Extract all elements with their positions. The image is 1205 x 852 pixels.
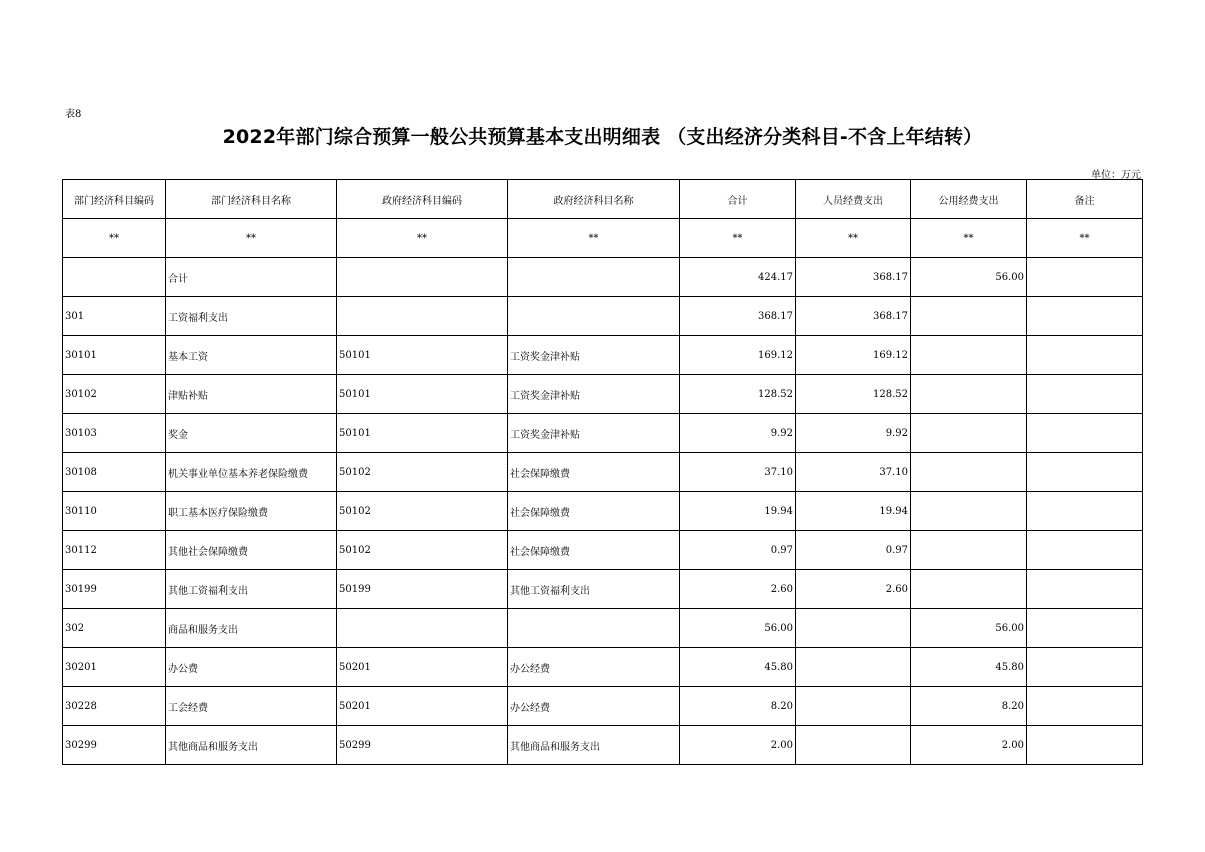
gov-name-cell [508, 609, 680, 648]
gov-code-cell: 50101 [337, 375, 508, 414]
total-label-cell: 合计 [166, 258, 337, 297]
gov-code-cell [337, 609, 508, 648]
total-gov-code-cell [337, 258, 508, 297]
column-header-public: 公用经费支出 [911, 180, 1027, 219]
column-header-dept-name: 部门经济科目名称 [166, 180, 337, 219]
personnel-cell: 128.52 [796, 375, 911, 414]
note-cell [1027, 570, 1143, 609]
dept-code-cell: 30108 [63, 453, 166, 492]
gov-name-cell [508, 297, 680, 336]
dept-name-cell: 其他商品和服务支出 [166, 726, 337, 765]
total-cell: 9.92 [680, 414, 796, 453]
note-cell [1027, 492, 1143, 531]
gov-name-cell: 其他商品和服务支出 [508, 726, 680, 765]
dept-name-cell: 职工基本医疗保险缴费 [166, 492, 337, 531]
table-row [63, 648, 1143, 687]
dept-code-cell: 30103 [63, 414, 166, 453]
budget-table [62, 179, 1143, 765]
gov-code-cell: 50201 [337, 687, 508, 726]
column-header-gov-code: 政府经济科目编码 [337, 180, 508, 219]
personnel-cell [796, 648, 911, 687]
note-cell [1027, 375, 1143, 414]
total-cell: 56.00 [680, 609, 796, 648]
total-note-cell [1027, 258, 1143, 297]
dept-name-cell: 其他工资福利支出 [166, 570, 337, 609]
table-row [63, 726, 1143, 765]
dept-name-cell: 基本工资 [166, 336, 337, 375]
gov-name-cell: 其他工资福利支出 [508, 570, 680, 609]
gov-name-cell: 工资奖金津补贴 [508, 375, 680, 414]
column-header-dept-code: 部门经济科目编码 [63, 180, 166, 219]
public-cell: 56.00 [911, 609, 1027, 648]
table-row [63, 336, 1143, 375]
note-cell [1027, 609, 1143, 648]
dept-name-cell: 工资福利支出 [166, 297, 337, 336]
gov-name-cell: 工资奖金津补贴 [508, 414, 680, 453]
total-cell: 45.80 [680, 648, 796, 687]
personnel-cell: 19.94 [796, 492, 911, 531]
gov-name-cell: 办公经费 [508, 648, 680, 687]
total-row [63, 258, 1143, 297]
column-header-personnel: 人员经费支出 [796, 180, 911, 219]
header-row [63, 180, 1143, 219]
personnel-cell [796, 687, 911, 726]
dept-code-cell: 30201 [63, 648, 166, 687]
public-cell: 2.00 [911, 726, 1027, 765]
personnel-cell: 0.97 [796, 531, 911, 570]
total-cell: 169.12 [680, 336, 796, 375]
marker-cell: ** [337, 219, 508, 258]
document-title: 2022年部门综合预算一般公共预算基本支出明细表 （支出经济分类科目-不含上年结转） [222, 126, 983, 148]
marker-cell: ** [796, 219, 911, 258]
dept-code-cell: 301 [63, 297, 166, 336]
dept-code-cell: 30228 [63, 687, 166, 726]
total-public-cell: 56.00 [911, 258, 1027, 297]
public-cell [911, 453, 1027, 492]
table-row [63, 570, 1143, 609]
gov-name-cell: 办公经费 [508, 687, 680, 726]
dept-code-cell: 30110 [63, 492, 166, 531]
personnel-cell: 169.12 [796, 336, 911, 375]
public-cell [911, 297, 1027, 336]
note-cell [1027, 414, 1143, 453]
table-row [63, 414, 1143, 453]
dept-code-cell: 30101 [63, 336, 166, 375]
total-cell: 37.10 [680, 453, 796, 492]
table-row [63, 375, 1143, 414]
dept-code-cell: 302 [63, 609, 166, 648]
table-row [63, 297, 1143, 336]
gov-name-cell: 工资奖金津补贴 [508, 336, 680, 375]
total-cell: 368.17 [680, 297, 796, 336]
public-cell [911, 492, 1027, 531]
note-cell [1027, 648, 1143, 687]
note-cell [1027, 726, 1143, 765]
note-cell [1027, 453, 1143, 492]
personnel-cell: 368.17 [796, 297, 911, 336]
dept-name-cell: 奖金 [166, 414, 337, 453]
marker-cell: ** [1027, 219, 1143, 258]
gov-code-cell: 50102 [337, 453, 508, 492]
personnel-cell: 9.92 [796, 414, 911, 453]
dept-code-cell: 30199 [63, 570, 166, 609]
table-row [63, 453, 1143, 492]
marker-cell: ** [166, 219, 337, 258]
dept-name-cell: 津贴补贴 [166, 375, 337, 414]
personnel-cell [796, 726, 911, 765]
gov-name-cell: 社会保障缴费 [508, 531, 680, 570]
gov-code-cell [337, 297, 508, 336]
total-cell: 128.52 [680, 375, 796, 414]
public-cell [911, 375, 1027, 414]
table-row [63, 609, 1143, 648]
dept-code-cell: 30102 [63, 375, 166, 414]
note-cell [1027, 336, 1143, 375]
gov-code-cell: 50101 [337, 336, 508, 375]
public-cell [911, 570, 1027, 609]
total-cell: 2.00 [680, 726, 796, 765]
column-header-note: 备注 [1027, 180, 1143, 219]
marker-cell: ** [680, 219, 796, 258]
gov-code-cell: 50102 [337, 531, 508, 570]
dept-code-cell: 30112 [63, 531, 166, 570]
personnel-cell: 37.10 [796, 453, 911, 492]
personnel-cell [796, 609, 911, 648]
gov-code-cell: 50101 [337, 414, 508, 453]
public-cell [911, 336, 1027, 375]
table-row [63, 687, 1143, 726]
public-cell: 8.20 [911, 687, 1027, 726]
gov-code-cell: 50102 [337, 492, 508, 531]
unit-label: 单位：万元 [1091, 170, 1141, 181]
table-row [63, 492, 1143, 531]
total-cell: 19.94 [680, 492, 796, 531]
public-cell [911, 414, 1027, 453]
dept-code-cell: 30299 [63, 726, 166, 765]
total-amount-cell: 424.17 [680, 258, 796, 297]
total-cell: 2.60 [680, 570, 796, 609]
public-cell [911, 531, 1027, 570]
marker-cell: ** [508, 219, 680, 258]
total-personnel-cell: 368.17 [796, 258, 911, 297]
gov-name-cell: 社会保障缴费 [508, 492, 680, 531]
gov-code-cell: 50199 [337, 570, 508, 609]
total-gov-name-cell [508, 258, 680, 297]
column-header-gov-name: 政府经济科目名称 [508, 180, 680, 219]
note-cell [1027, 687, 1143, 726]
gov-code-cell: 50299 [337, 726, 508, 765]
table-row [63, 531, 1143, 570]
personnel-cell: 2.60 [796, 570, 911, 609]
dept-name-cell: 工会经费 [166, 687, 337, 726]
column-header-total: 合计 [680, 180, 796, 219]
marker-row [63, 219, 1143, 258]
dept-name-cell: 机关事业单位基本养老保险缴费 [166, 453, 337, 492]
public-cell: 45.80 [911, 648, 1027, 687]
marker-cell: ** [911, 219, 1027, 258]
dept-name-cell: 其他社会保障缴费 [166, 531, 337, 570]
table-number: 表8 [65, 109, 82, 120]
marker-cell: ** [63, 219, 166, 258]
dept-name-cell: 办公费 [166, 648, 337, 687]
gov-name-cell: 社会保障缴费 [508, 453, 680, 492]
total-cell: 0.97 [680, 531, 796, 570]
gov-code-cell: 50201 [337, 648, 508, 687]
total-cell: 8.20 [680, 687, 796, 726]
note-cell [1027, 531, 1143, 570]
total-dept-code-cell [63, 258, 166, 297]
note-cell [1027, 297, 1143, 336]
dept-name-cell: 商品和服务支出 [166, 609, 337, 648]
